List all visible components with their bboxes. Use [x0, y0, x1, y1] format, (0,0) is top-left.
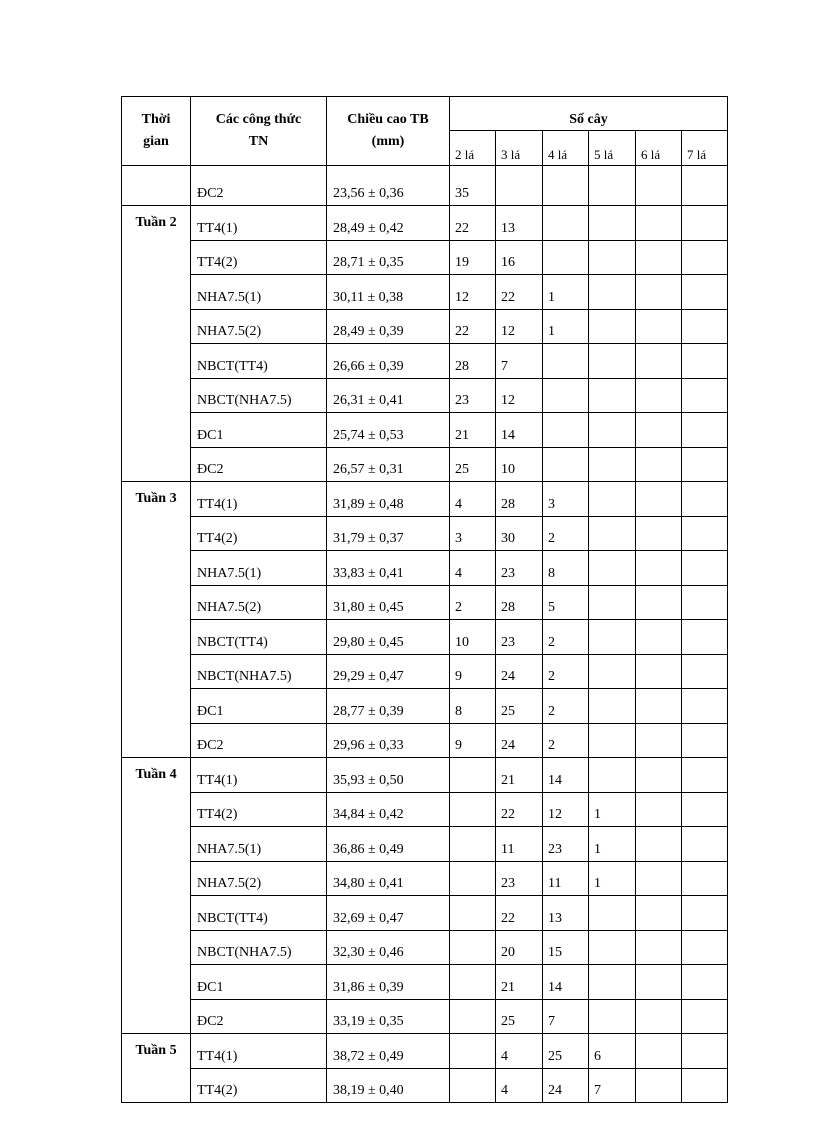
leaf-count-cell: 1	[543, 309, 589, 344]
table-row	[122, 620, 728, 655]
formula-cell: NHA7.5(1)	[191, 827, 327, 862]
leaf-count-cell	[636, 896, 682, 931]
leaf-count-cell: 9	[450, 723, 496, 758]
leaf-count-cell: 14	[496, 413, 543, 448]
formula-cell: NHA7.5(2)	[191, 585, 327, 620]
leaf-count-cell	[636, 930, 682, 965]
leaf-count-cell	[636, 999, 682, 1034]
leaf-count-cell	[589, 723, 636, 758]
table-row	[122, 861, 728, 896]
leaf-count-cell	[682, 275, 728, 310]
formula-cell: NHA7.5(1)	[191, 275, 327, 310]
height-cell: 34,84 ± 0,42	[327, 792, 450, 827]
height-cell: 26,66 ± 0,39	[327, 344, 450, 379]
leaf-count-cell: 14	[543, 965, 589, 1000]
leaf-count-cell: 12	[496, 378, 543, 413]
leaf-count-cell	[636, 1034, 682, 1069]
height-cell: 28,77 ± 0,39	[327, 689, 450, 724]
table-row	[122, 723, 728, 758]
leaf-count-cell: 23	[543, 827, 589, 862]
leaf-count-cell	[450, 930, 496, 965]
leaf-count-cell: 30	[496, 516, 543, 551]
header-height-unit: (mm)	[327, 130, 450, 165]
leaf-count-cell	[682, 1068, 728, 1103]
leaf-count-cell	[589, 413, 636, 448]
height-cell: 28,71 ± 0,35	[327, 240, 450, 275]
leaf-count-cell	[682, 861, 728, 896]
leaf-count-cell	[636, 447, 682, 482]
leaf-count-cell	[682, 516, 728, 551]
period-cell: Tuần 2	[122, 206, 191, 482]
leaf-count-cell	[450, 999, 496, 1034]
leaf-count-cell	[682, 930, 728, 965]
leaf-count-cell	[682, 206, 728, 241]
table-row	[122, 165, 728, 206]
leaf-count-cell: 12	[450, 275, 496, 310]
leaf-count-cell: 20	[496, 930, 543, 965]
leaf-count-cell: 2	[450, 585, 496, 620]
header-leaf-2: 2 lá	[450, 130, 496, 165]
leaf-count-cell	[450, 896, 496, 931]
leaf-count-cell	[589, 930, 636, 965]
table-row	[122, 447, 728, 482]
leaf-count-cell	[682, 344, 728, 379]
leaf-count-cell: 1	[589, 792, 636, 827]
leaf-count-cell	[589, 551, 636, 586]
leaf-count-cell: 6	[589, 1034, 636, 1069]
leaf-count-cell: 2	[543, 689, 589, 724]
leaf-count-cell: 21	[496, 758, 543, 793]
leaf-count-cell	[589, 758, 636, 793]
table-row	[122, 827, 728, 862]
leaf-count-cell	[636, 827, 682, 862]
leaf-count-cell: 10	[450, 620, 496, 655]
leaf-count-cell	[450, 792, 496, 827]
leaf-count-cell	[543, 344, 589, 379]
formula-cell: TT4(2)	[191, 516, 327, 551]
leaf-count-cell: 22	[496, 275, 543, 310]
leaf-count-cell: 25	[450, 447, 496, 482]
header-leaf-3: 3 lá	[496, 130, 543, 165]
table-row	[122, 413, 728, 448]
table-row	[122, 930, 728, 965]
table-row	[122, 999, 728, 1034]
leaf-count-cell: 23	[450, 378, 496, 413]
height-cell: 28,49 ± 0,39	[327, 309, 450, 344]
leaf-count-cell	[682, 482, 728, 517]
header-height: Chiều cao TB	[327, 97, 450, 131]
leaf-count-cell	[636, 689, 682, 724]
period-cell	[122, 165, 191, 206]
formula-cell: ĐC2	[191, 723, 327, 758]
table-row	[122, 551, 728, 586]
header-period: Thời	[122, 97, 191, 131]
leaf-count-cell	[589, 378, 636, 413]
leaf-count-cell	[589, 240, 636, 275]
height-cell: 38,19 ± 0,40	[327, 1068, 450, 1103]
height-cell: 29,29 ± 0,47	[327, 654, 450, 689]
table-row	[122, 896, 728, 931]
formula-cell: TT4(1)	[191, 758, 327, 793]
leaf-count-cell	[496, 165, 543, 206]
table-row	[122, 689, 728, 724]
leaf-count-cell: 23	[496, 620, 543, 655]
leaf-count-cell	[589, 275, 636, 310]
period-cell: Tuần 3	[122, 482, 191, 758]
height-cell: 35,93 ± 0,50	[327, 758, 450, 793]
leaf-count-cell: 2	[543, 654, 589, 689]
leaf-count-cell: 3	[543, 482, 589, 517]
height-cell: 32,69 ± 0,47	[327, 896, 450, 931]
leaf-count-cell: 22	[496, 792, 543, 827]
leaf-count-cell: 12	[496, 309, 543, 344]
leaf-count-cell	[636, 413, 682, 448]
height-cell: 29,96 ± 0,33	[327, 723, 450, 758]
height-cell: 33,83 ± 0,41	[327, 551, 450, 586]
table-row	[122, 206, 728, 241]
leaf-count-cell: 23	[496, 861, 543, 896]
table-row	[122, 1034, 728, 1069]
table-row	[122, 516, 728, 551]
leaf-count-cell: 7	[496, 344, 543, 379]
leaf-count-cell: 4	[496, 1034, 543, 1069]
leaf-count-cell: 9	[450, 654, 496, 689]
leaf-count-cell	[543, 378, 589, 413]
formula-cell: NBCT(NHA7.5)	[191, 654, 327, 689]
leaf-count-cell	[636, 585, 682, 620]
period-cell: Tuần 5	[122, 1034, 191, 1103]
leaf-count-cell	[589, 344, 636, 379]
leaf-count-cell	[450, 1068, 496, 1103]
formula-cell: NHA7.5(1)	[191, 551, 327, 586]
leaf-count-cell: 23	[496, 551, 543, 586]
height-cell: 31,89 ± 0,48	[327, 482, 450, 517]
formula-cell: ĐC1	[191, 965, 327, 1000]
leaf-count-cell	[589, 165, 636, 206]
leaf-count-cell	[636, 654, 682, 689]
leaf-count-cell	[543, 206, 589, 241]
leaf-count-cell: 28	[496, 585, 543, 620]
leaf-count-cell	[636, 620, 682, 655]
leaf-count-cell: 15	[543, 930, 589, 965]
leaf-count-cell: 25	[496, 689, 543, 724]
leaf-count-cell	[636, 516, 682, 551]
leaf-count-cell	[636, 344, 682, 379]
leaf-count-cell: 21	[450, 413, 496, 448]
table-row	[122, 309, 728, 344]
leaf-count-cell: 4	[496, 1068, 543, 1103]
formula-cell: ĐC2	[191, 447, 327, 482]
table-row	[122, 965, 728, 1000]
leaf-count-cell	[682, 585, 728, 620]
leaf-count-cell	[636, 551, 682, 586]
period-cell: Tuần 4	[122, 758, 191, 1034]
leaf-count-cell: 24	[496, 654, 543, 689]
height-cell: 36,86 ± 0,49	[327, 827, 450, 862]
height-cell: 26,31 ± 0,41	[327, 378, 450, 413]
leaf-count-cell	[682, 792, 728, 827]
leaf-count-cell	[589, 896, 636, 931]
table-row	[122, 654, 728, 689]
formula-cell: NBCT(TT4)	[191, 896, 327, 931]
formula-cell: NBCT(NHA7.5)	[191, 930, 327, 965]
leaf-count-cell: 24	[496, 723, 543, 758]
height-cell: 34,80 ± 0,41	[327, 861, 450, 896]
leaf-count-cell: 28	[450, 344, 496, 379]
leaf-count-cell: 7	[543, 999, 589, 1034]
leaf-count-cell: 11	[496, 827, 543, 862]
leaf-count-cell	[682, 758, 728, 793]
leaf-count-cell	[589, 620, 636, 655]
leaf-count-cell	[682, 896, 728, 931]
leaf-count-cell: 22	[450, 309, 496, 344]
table-row	[122, 344, 728, 379]
height-cell: 31,80 ± 0,45	[327, 585, 450, 620]
height-cell: 33,19 ± 0,35	[327, 999, 450, 1034]
formula-cell: NHA7.5(2)	[191, 861, 327, 896]
leaf-count-cell: 11	[543, 861, 589, 896]
leaf-count-cell	[589, 689, 636, 724]
table-row	[122, 1068, 728, 1103]
leaf-count-cell: 2	[543, 620, 589, 655]
leaf-count-cell	[589, 965, 636, 1000]
table-row	[122, 482, 728, 517]
height-cell: 29,80 ± 0,45	[327, 620, 450, 655]
table-row	[122, 240, 728, 275]
leaf-count-cell	[682, 999, 728, 1034]
leaf-count-cell	[636, 1068, 682, 1103]
leaf-count-cell	[636, 309, 682, 344]
header-leaf-7: 7 lá	[682, 130, 728, 165]
leaf-count-cell: 1	[543, 275, 589, 310]
leaf-count-cell	[636, 240, 682, 275]
leaf-count-cell: 25	[496, 999, 543, 1034]
formula-cell: NHA7.5(2)	[191, 309, 327, 344]
leaf-count-cell	[543, 165, 589, 206]
leaf-count-cell: 13	[496, 206, 543, 241]
leaf-count-cell	[589, 999, 636, 1034]
leaf-count-cell: 25	[543, 1034, 589, 1069]
leaf-count-cell: 7	[589, 1068, 636, 1103]
leaf-count-cell	[682, 965, 728, 1000]
leaf-count-cell: 4	[450, 551, 496, 586]
height-cell: 31,79 ± 0,37	[327, 516, 450, 551]
leaf-count-cell	[682, 551, 728, 586]
leaf-count-cell	[543, 447, 589, 482]
leaf-count-cell	[682, 240, 728, 275]
header-leaf-4: 4 lá	[543, 130, 589, 165]
formula-cell: TT4(1)	[191, 482, 327, 517]
header-formula-line2: TN	[191, 130, 327, 165]
leaf-count-cell	[682, 378, 728, 413]
height-cell: 26,57 ± 0,31	[327, 447, 450, 482]
table-row	[122, 585, 728, 620]
leaf-count-cell: 22	[450, 206, 496, 241]
leaf-count-cell	[589, 206, 636, 241]
formula-cell: ĐC1	[191, 689, 327, 724]
height-cell: 23,56 ± 0,36	[327, 165, 450, 206]
header-leaf-6: 6 lá	[636, 130, 682, 165]
table-row	[122, 378, 728, 413]
leaf-count-cell: 1	[589, 827, 636, 862]
leaf-count-cell	[450, 965, 496, 1000]
height-cell: 38,72 ± 0,49	[327, 1034, 450, 1069]
leaf-count-cell	[682, 654, 728, 689]
formula-cell: NBCT(NHA7.5)	[191, 378, 327, 413]
header-leaf-5: 5 lá	[589, 130, 636, 165]
leaf-count-cell	[682, 827, 728, 862]
leaf-count-cell	[450, 827, 496, 862]
leaf-count-cell	[682, 723, 728, 758]
leaf-count-cell: 21	[496, 965, 543, 1000]
leaf-count-cell	[682, 309, 728, 344]
formula-cell: TT4(1)	[191, 206, 327, 241]
leaf-count-cell	[589, 654, 636, 689]
leaf-count-cell	[543, 413, 589, 448]
leaf-count-cell: 10	[496, 447, 543, 482]
leaf-count-cell: 16	[496, 240, 543, 275]
leaf-count-cell: 22	[496, 896, 543, 931]
leaf-count-cell	[636, 758, 682, 793]
leaf-count-cell: 5	[543, 585, 589, 620]
formula-cell: NBCT(TT4)	[191, 344, 327, 379]
leaf-count-cell: 8	[450, 689, 496, 724]
formula-cell: TT4(1)	[191, 1034, 327, 1069]
leaf-count-cell	[589, 585, 636, 620]
leaf-count-cell	[636, 378, 682, 413]
leaf-count-cell: 3	[450, 516, 496, 551]
height-cell: 28,49 ± 0,42	[327, 206, 450, 241]
leaf-count-cell: 2	[543, 723, 589, 758]
leaf-count-cell: 28	[496, 482, 543, 517]
leaf-count-cell: 1	[589, 861, 636, 896]
header-period-line2: gian	[122, 130, 191, 165]
formula-cell: TT4(2)	[191, 1068, 327, 1103]
leaf-count-cell: 12	[543, 792, 589, 827]
leaf-count-cell	[682, 620, 728, 655]
leaf-count-cell	[636, 206, 682, 241]
leaf-count-cell	[450, 861, 496, 896]
leaf-count-cell	[636, 723, 682, 758]
leaf-count-cell: 2	[543, 516, 589, 551]
leaf-count-cell	[636, 965, 682, 1000]
leaf-count-cell	[636, 165, 682, 206]
leaf-count-cell: 8	[543, 551, 589, 586]
leaf-count-cell	[682, 1034, 728, 1069]
formula-cell: ĐC2	[191, 165, 327, 206]
leaf-count-cell	[682, 165, 728, 206]
leaf-count-cell	[543, 240, 589, 275]
header-formula: Các công thức	[191, 97, 327, 131]
table-row	[122, 792, 728, 827]
formula-cell: TT4(2)	[191, 792, 327, 827]
height-cell: 32,30 ± 0,46	[327, 930, 450, 965]
leaf-count-cell	[450, 758, 496, 793]
formula-cell: TT4(2)	[191, 240, 327, 275]
data-table	[121, 96, 728, 1103]
height-cell: 25,74 ± 0,53	[327, 413, 450, 448]
leaf-count-cell	[636, 792, 682, 827]
leaf-count-cell	[450, 1034, 496, 1069]
height-cell: 30,11 ± 0,38	[327, 275, 450, 310]
leaf-count-cell	[636, 275, 682, 310]
leaf-count-cell: 4	[450, 482, 496, 517]
leaf-count-cell	[636, 482, 682, 517]
header-plant-count: Số cây	[450, 97, 728, 131]
height-cell: 31,86 ± 0,39	[327, 965, 450, 1000]
leaf-count-cell	[682, 447, 728, 482]
leaf-count-cell: 13	[543, 896, 589, 931]
leaf-count-cell	[589, 309, 636, 344]
leaf-count-cell	[589, 447, 636, 482]
leaf-count-cell	[636, 861, 682, 896]
leaf-count-cell: 24	[543, 1068, 589, 1103]
table-row	[122, 758, 728, 793]
formula-cell: NBCT(TT4)	[191, 620, 327, 655]
leaf-count-cell	[682, 413, 728, 448]
leaf-count-cell: 35	[450, 165, 496, 206]
leaf-count-cell: 19	[450, 240, 496, 275]
leaf-count-cell	[589, 516, 636, 551]
leaf-count-cell	[589, 482, 636, 517]
leaf-count-cell: 14	[543, 758, 589, 793]
leaf-count-cell	[682, 689, 728, 724]
formula-cell: ĐC1	[191, 413, 327, 448]
formula-cell: ĐC2	[191, 999, 327, 1034]
table-row	[122, 275, 728, 310]
